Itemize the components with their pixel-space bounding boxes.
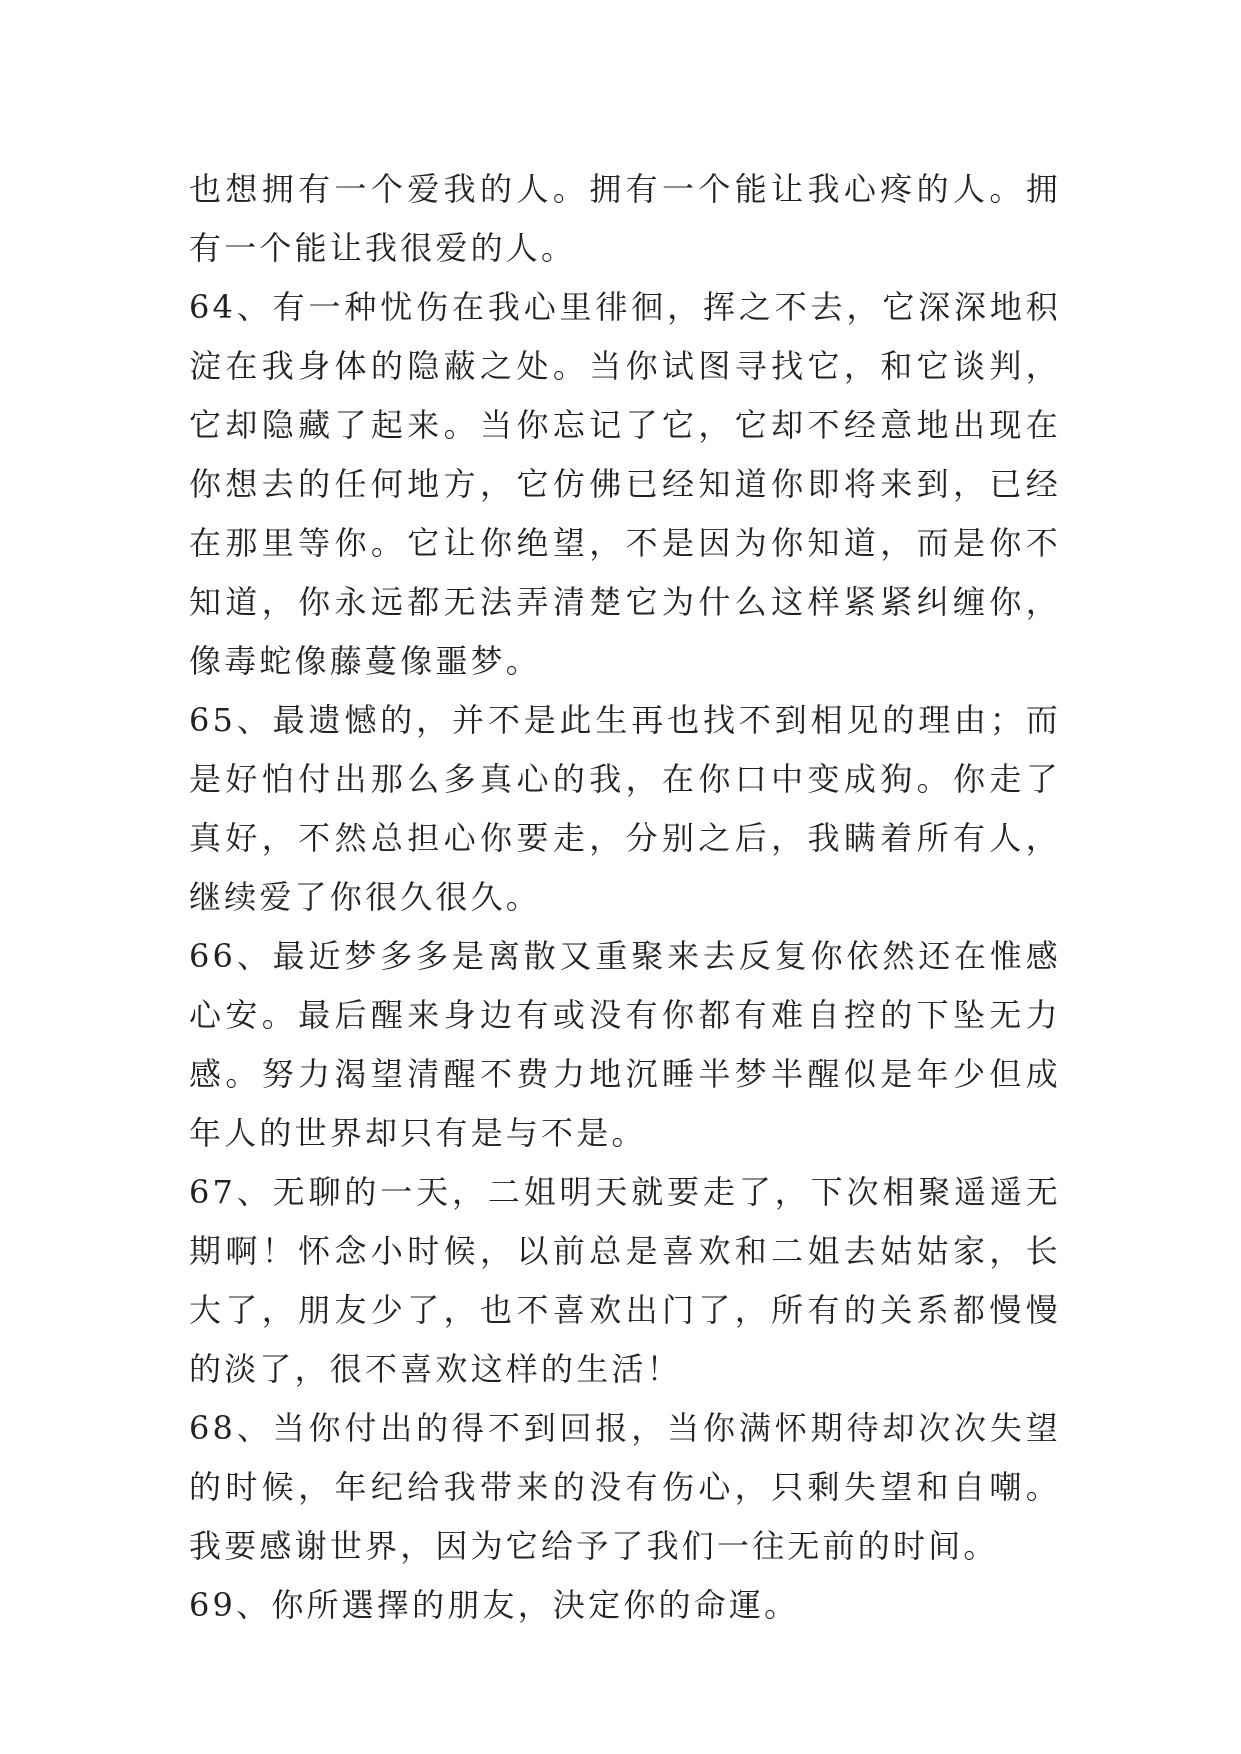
paragraph-continuation: 也想拥有一个爱我的人。拥有一个能让我心疼的人。拥有一个能让我很爱的人。 — [189, 170, 1061, 267]
paragraph-68: 68、当你付出的得不到回报，当你满怀期待却次次失望的时候，年纪给我带来的没有伤心，只剩失望和自嘲。我要感谢世界，因为它给予了我们一往无前的时间。 — [189, 1409, 1061, 1565]
paragraph-65: 65、最遗憾的，并不是此生再也找不到相见的理由；而是好怕付出那么多真心的我，在你口中变成狗。你走了真好，不然总担心你要走，分别之后，我瞒着所有人，继续爱了你很久很久。 — [189, 701, 1061, 916]
paragraph-66: 66、最近梦多多是离散又重聚来去反复你依然还在惟感心安。最后醒来身边有或没有你都有难自控的下坠无力感。努力渴望清醒不费力地沉睡半梦半醒似是年少但成年人的世界却只有是与不是。 — [189, 937, 1061, 1152]
document-body — [189, 160, 1061, 1635]
paragraph-67: 67、无聊的一天，二姐明天就要走了，下次相聚遥遥无期啊！怀念小时候，以前总是喜欢和二姐去姑姑家，长大了，朋友少了，也不喜欢出门了，所有的关系都慢慢的淡了，很不喜欢这样的生活！ — [189, 1173, 1061, 1388]
paragraph-69: 69、你所選擇的朋友，決定你的命運。 — [189, 1586, 800, 1624]
paragraph-64: 64、有一种忧伤在我心里徘徊，挥之不去，它深深地积淀在我身体的隐蔽之处。当你试图寻找它，和它谈判，它却隐藏了起来。当你忘记了它，它却不经意地出现在你想去的任何地方，它仿佛已经知道你即将来到，已经在那里等你。它让你绝望，不是因为你知道，而是你不知道，你永远都无法弄清楚它为什么这样紧紧纠缠你，像毒蛇像藤蔓像噩梦。 — [189, 288, 1061, 680]
